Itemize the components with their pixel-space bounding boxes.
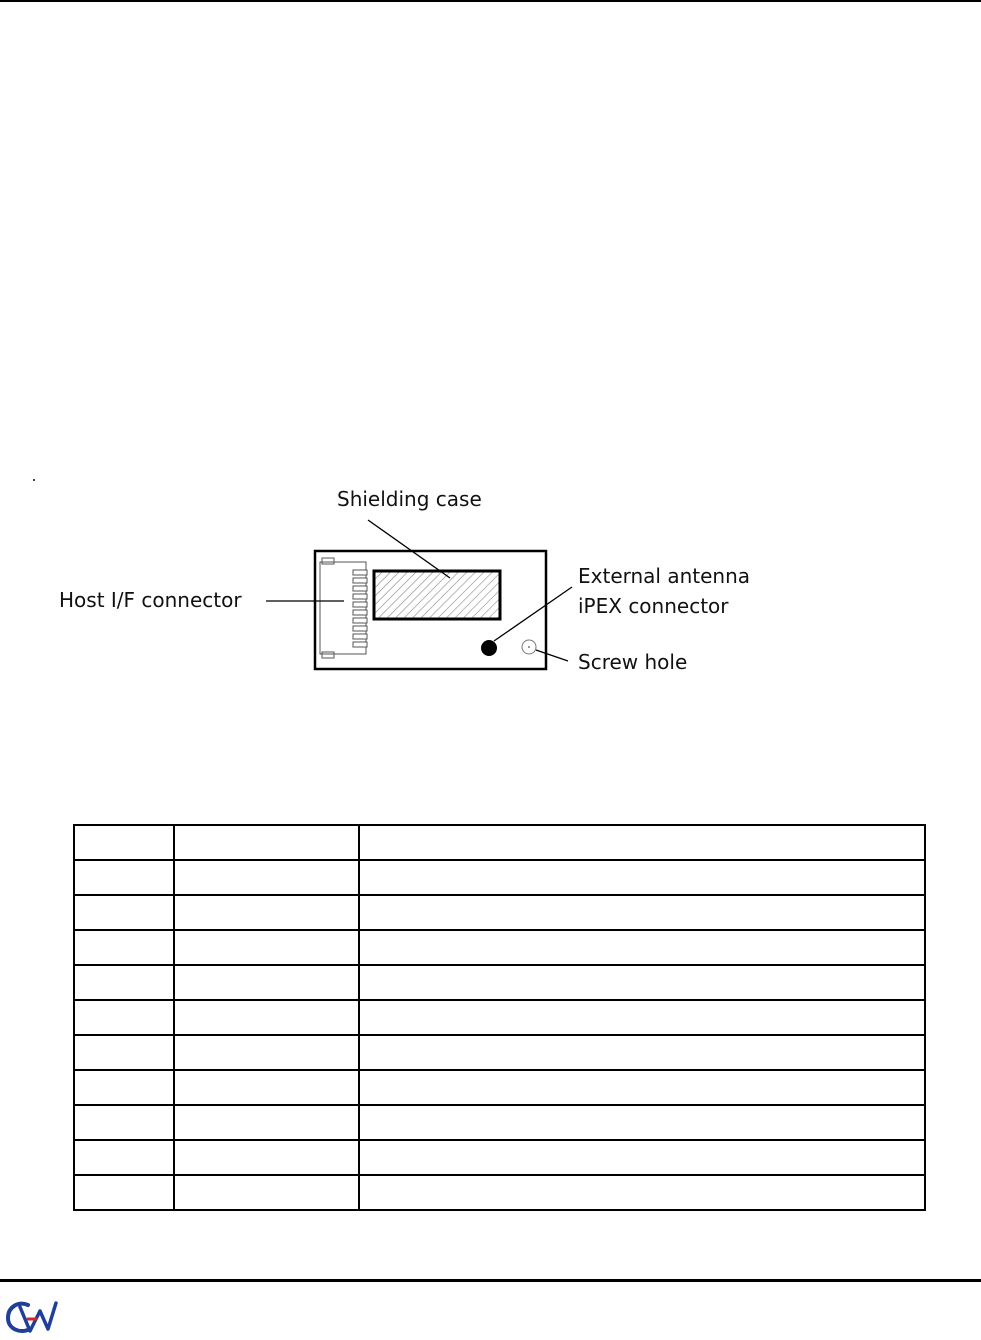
table-cell — [174, 965, 359, 1000]
label-antenna-line1: External antenna — [578, 564, 751, 588]
spec-table — [73, 824, 926, 1211]
table-cell — [359, 895, 925, 930]
table-cell — [174, 1035, 359, 1070]
table-cell — [74, 860, 174, 895]
label-screw-hole: Screw hole — [578, 650, 688, 674]
table-cell — [74, 930, 174, 965]
table-cell — [174, 1000, 359, 1035]
table-cell — [74, 1035, 174, 1070]
table-cell — [174, 1140, 359, 1175]
table-row — [74, 1175, 925, 1210]
table-header-cell — [74, 825, 174, 860]
table-cell — [174, 895, 359, 930]
table-header-cell — [174, 825, 359, 860]
table-cell — [74, 965, 174, 1000]
table-row — [74, 860, 925, 895]
cw-logo-icon — [6, 1299, 58, 1335]
table-cell — [359, 930, 925, 965]
header-rule — [0, 0, 981, 2]
shielding-case-shape — [374, 571, 500, 619]
table-cell — [174, 1105, 359, 1140]
table-cell — [359, 860, 925, 895]
table-row — [74, 1140, 925, 1175]
table-cell — [359, 965, 925, 1000]
table-row — [74, 930, 925, 965]
module-diagram-drawing — [0, 470, 981, 700]
table-cell — [174, 1070, 359, 1105]
table-header-cell — [359, 825, 925, 860]
table-row — [74, 965, 925, 1000]
table-cell — [359, 1035, 925, 1070]
table-row — [74, 1035, 925, 1070]
table-cell — [359, 1000, 925, 1035]
table-cell — [174, 860, 359, 895]
footer-rule — [0, 1279, 981, 1282]
table-row — [74, 1000, 925, 1035]
table-cell — [174, 1175, 359, 1210]
antenna-connector-shape — [481, 640, 497, 656]
table-cell — [74, 1000, 174, 1035]
table-row — [74, 895, 925, 930]
table-cell — [174, 930, 359, 965]
table-cell — [359, 1140, 925, 1175]
table-cell — [74, 1105, 174, 1140]
module-diagram — [0, 470, 981, 700]
table-cell — [74, 895, 174, 930]
cw-logo-graphic — [6, 1299, 58, 1335]
table-cell — [359, 1175, 925, 1210]
table-row — [74, 1070, 925, 1105]
label-host-connector: Host I/F connector — [59, 588, 242, 612]
table-cell — [359, 1105, 925, 1140]
table-cell — [74, 1175, 174, 1210]
table-row — [74, 1105, 925, 1140]
table-cell — [74, 1140, 174, 1175]
table-cell — [359, 1070, 925, 1105]
label-shielding-case: Shielding case — [337, 487, 482, 511]
table-header-row — [74, 825, 925, 860]
label-antenna-line2: iPEX connector — [578, 594, 729, 618]
table-cell — [74, 1070, 174, 1105]
